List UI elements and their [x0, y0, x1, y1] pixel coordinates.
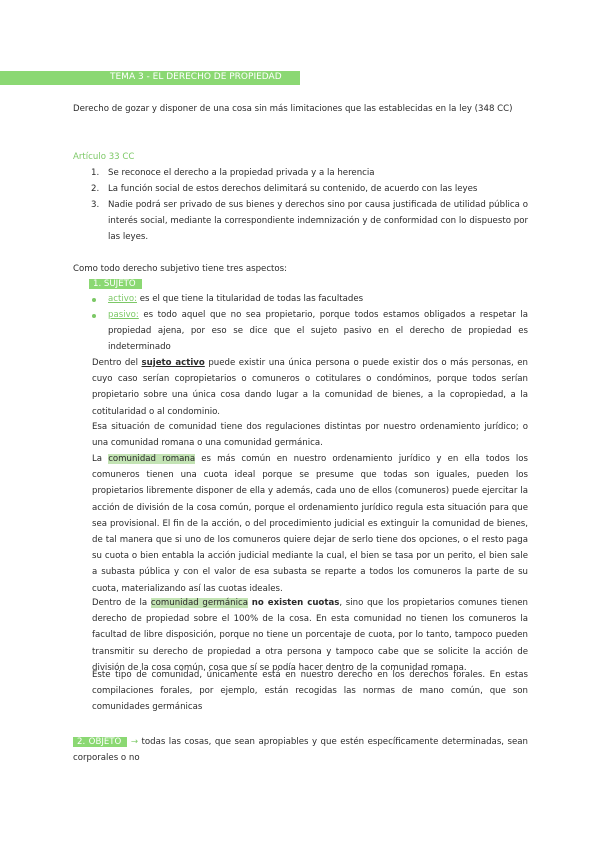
comunidad-germanica-paragraph: [92, 595, 528, 676]
sujeto-activo-bold: sujeto activo: [141, 358, 205, 368]
text-run: Dentro de la: [92, 598, 151, 608]
definition-paragraph: Derecho de gozar y disponer de una cosa sin más limitaciones que las establecidas en la ley (348 CC): [73, 104, 513, 114]
list-number: 2.: [91, 184, 100, 194]
aspects-intro: Como todo derecho subjetivo tiene tres aspectos:: [73, 264, 288, 274]
derechos-forales-paragraph: Este tipo de comunidad, únicamente está en nuestro derecho en los derechos forales. En estas compilaciones forales, por ejemplo, están recogidas las normas de mano común, que son comunidades germánicas: [92, 670, 528, 713]
title-banner: [0, 71, 300, 85]
text-run: Dentro del: [92, 358, 142, 368]
activo-text: es el que tiene la titularidad de todas las facultades: [137, 294, 364, 304]
sujeto-activo-paragraph: [92, 355, 528, 420]
comunidad-paragraph: Esa situación de comunidad tiene dos regulaciones distintas por nuestro ordenamiento jurídico; o una comunidad romana o una comunidad germánica.: [92, 422, 528, 449]
list-item: La función social de estos derechos delimitará su contenido, de acuerdo con las leyes: [108, 184, 478, 194]
text-run: es más común en nuestro ordenamiento jurídico y en ella todos los comuneros tienen una cuota ideal porque se presume que todas son iguales, pueden los propietarios libremente disponer de ella y además, cada uno de ellos (comuneros) puede ejercitar la acción de división de la cosa común, porque el ordenamiento jurídico regula esta situación para que sea provisional. El fin de la acción, o del procedimiento judicial es extinguir la comunidad de bienes, de tal manera que si uno de los comuneros quiere dejar de serlo tiene dos opciones, o el resto paga su cuota o bien entabla la acción judicial mediante la cual, el bien se tasa por un perito, el bien sale a subasta pública y con el valor de esa subasta se reparte a todos los comuneros la parte de su cuota, materializando así las cuotas ideales.: [92, 454, 529, 594]
activo-term: activo:: [108, 294, 137, 304]
list-item: Nadie podrá ser privado de sus bienes y derechos sino por causa justificada de utilidad pública o interés social, mediante la correspondiente indemnización y de conformidad con lo dispuesto por las leyes.: [108, 200, 528, 243]
list-number: 3.: [91, 200, 100, 210]
page-title: TEMA 3 - EL DERECHO DE PROPIEDAD: [110, 72, 282, 82]
comunidad-romana-paragraph: [92, 451, 528, 597]
list-item: Se reconoce el derecho a la propiedad privada y a la herencia: [108, 168, 375, 178]
no-cuotas-bold: no existen cuotas: [251, 598, 340, 608]
objeto-text: todas las cosas, que sean apropiables y que estén específicamente determinadas, sean corporales o no: [73, 737, 528, 764]
bullet-icon: [92, 314, 96, 318]
objeto-label: 2. OBJETO: [73, 737, 127, 747]
list-number: 1.: [91, 168, 100, 178]
sujeto-pasivo-item: [108, 307, 528, 356]
objeto-paragraph: [73, 734, 528, 766]
pasivo-text: es todo aquel que no sea propietario, porque todos estamos obligados a respetar la propiedad ajena, por eso se dice que el sujeto pasivo en el derecho de propiedad es indeterminado: [108, 310, 528, 353]
pasivo-term: pasivo:: [108, 310, 139, 320]
comunidad-germanica-highlight: comunidad germánica: [150, 598, 249, 608]
bullet-icon: [92, 298, 96, 302]
article-heading: Artículo 33 CC: [73, 152, 135, 162]
sujeto-label: 1. SUJETO: [89, 279, 142, 289]
text-run: , sino que los propietarios comunes tienen derecho de propiedad sobre el 100% de la cosa. En esta comunidad no tienen los comuneros la facultad de libre disposición, porque no tiene un porcentaje de cuota, por lo tanto, tampoco pueden transmitir su derecho de propiedad a otra persona y tampoco cabe que se solicite la acción de división de la cosa común, cosa que sí se podía hacer dentro de la comunidad romana.: [92, 598, 529, 673]
text-run: La: [92, 454, 109, 464]
text-run: puede existir una única persona o puede existir dos o más personas, en cuyo caso serían copropietarios o comuneros o cotitulares o condóminos, porque todos serían propietario sobre una única cosa dando lugar a la comunidad de bienes, a la copropiedad, a la cotitularidad o al condominio.: [92, 358, 529, 417]
comunidad-romana-highlight: comunidad romana: [108, 454, 196, 464]
sujeto-heading: [89, 276, 142, 292]
sujeto-activo-item: [108, 291, 528, 307]
arrow-right-icon: →: [130, 737, 139, 747]
